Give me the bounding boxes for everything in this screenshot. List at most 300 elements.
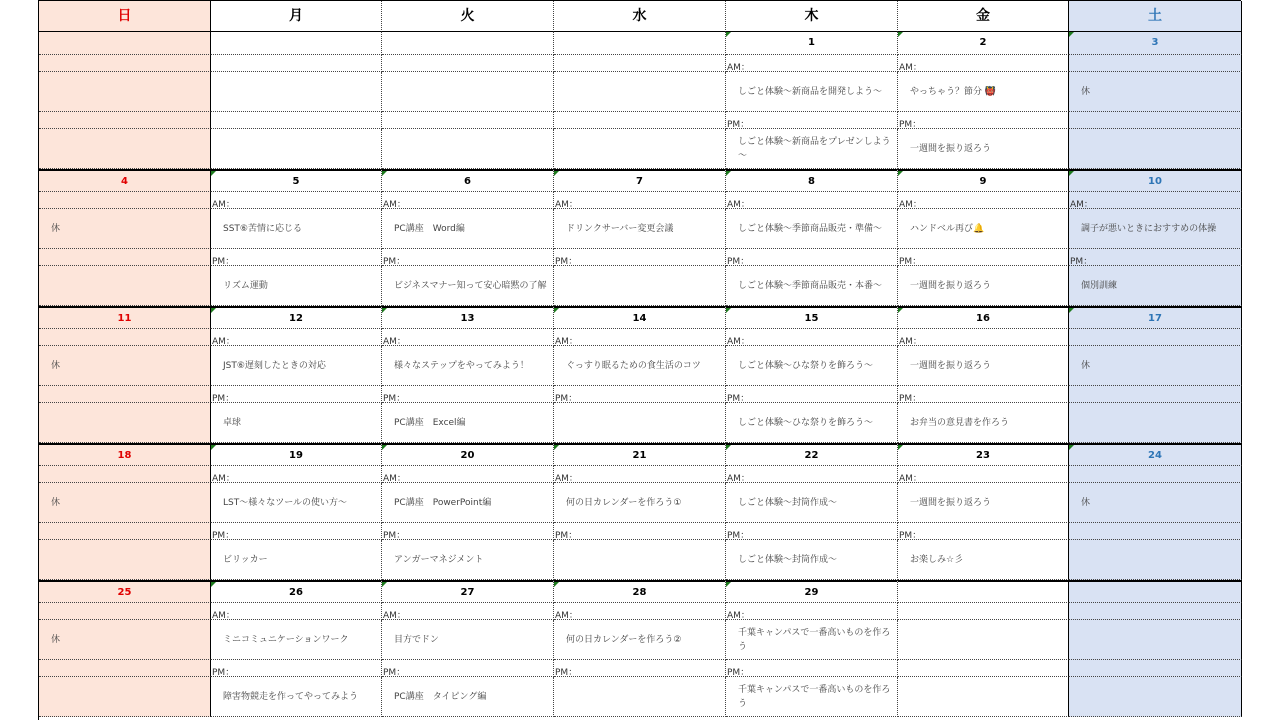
pm-activity-cell[interactable] bbox=[382, 540, 554, 580]
pm-label-cell[interactable] bbox=[39, 249, 211, 266]
am-label: AM： bbox=[899, 474, 922, 483]
pm-activity-cell[interactable] bbox=[39, 403, 211, 443]
pm-label-cell[interactable] bbox=[1069, 386, 1242, 403]
am-activity-cell[interactable] bbox=[39, 483, 211, 523]
pm-label-cell[interactable] bbox=[39, 523, 211, 540]
am-activity-cell[interactable] bbox=[382, 620, 554, 660]
am-activity-cell[interactable] bbox=[382, 209, 554, 249]
pm-activity bbox=[554, 677, 725, 716]
am-label: AM： bbox=[727, 200, 750, 209]
day-number-cell[interactable]: 10 bbox=[1069, 169, 1242, 192]
am-label: AM： bbox=[383, 200, 406, 209]
pm-activity: ビリッカー bbox=[223, 554, 268, 565]
pm-activity-cell[interactable] bbox=[1069, 540, 1242, 580]
comment-marker-icon bbox=[382, 445, 387, 450]
pm-label-cell[interactable] bbox=[1069, 523, 1242, 540]
pm-activity-cell[interactable] bbox=[382, 266, 554, 306]
comment-marker-icon bbox=[1069, 32, 1074, 37]
am-activity: 調子が悪いときにおすすめの体操 bbox=[1081, 223, 1217, 234]
pm-label-cell[interactable] bbox=[39, 386, 211, 403]
am-label-cell[interactable] bbox=[726, 329, 898, 346]
comment-marker-icon bbox=[211, 582, 216, 587]
am-activity: SST⑥苦情に応じる bbox=[223, 223, 302, 234]
am-activity: ドリンクサーバー変更会議 bbox=[566, 223, 674, 234]
am-activity: JST⑥遅刻したときの対応 bbox=[223, 360, 326, 371]
pm-label-cell[interactable] bbox=[211, 112, 382, 129]
pm-label: PM： bbox=[212, 531, 235, 540]
day-number-cell[interactable]: 25 bbox=[39, 580, 211, 603]
am-activity-cell[interactable] bbox=[39, 346, 211, 386]
pm-label-cell[interactable] bbox=[1069, 112, 1242, 129]
am-label-cell[interactable] bbox=[382, 603, 554, 620]
am-activity-cell[interactable] bbox=[382, 72, 554, 112]
am-label: AM： bbox=[555, 200, 578, 209]
pm-activity-cell[interactable] bbox=[211, 266, 382, 306]
day-number-cell[interactable] bbox=[554, 32, 726, 55]
comment-marker-icon bbox=[554, 308, 559, 313]
pm-label-cell[interactable] bbox=[554, 112, 726, 129]
comment-marker-icon bbox=[726, 445, 731, 450]
am-activity-cell[interactable] bbox=[1069, 620, 1242, 660]
am-label-cell[interactable] bbox=[39, 329, 211, 346]
day-number-cell[interactable]: 16 bbox=[898, 306, 1069, 329]
day-number-cell[interactable]: 4 bbox=[39, 169, 211, 192]
comment-marker-icon bbox=[211, 171, 216, 176]
comment-marker-icon bbox=[554, 582, 559, 587]
am-label: AM： bbox=[555, 474, 578, 483]
am-activity-cell[interactable] bbox=[726, 483, 898, 523]
day-number-cell[interactable]: 22 bbox=[726, 443, 898, 466]
day-number-cell[interactable]: 28 bbox=[554, 580, 726, 603]
pm-activity-cell[interactable] bbox=[554, 129, 726, 169]
pm-label: PM： bbox=[383, 531, 406, 540]
comment-marker-icon bbox=[382, 308, 387, 313]
am-activity-cell[interactable] bbox=[382, 483, 554, 523]
pm-activity: お楽しみ☆彡 bbox=[910, 554, 964, 565]
pm-label-cell[interactable] bbox=[382, 660, 554, 677]
am-activity: 何の日カレンダーを作ろう② bbox=[566, 634, 682, 645]
comment-marker-icon bbox=[898, 32, 903, 37]
pm-activity-cell[interactable] bbox=[726, 540, 898, 580]
pm-activity-cell[interactable] bbox=[554, 403, 726, 443]
am-activity: PC講座 PowerPoint編 bbox=[394, 497, 492, 508]
comment-marker-icon bbox=[898, 171, 903, 176]
day-number-cell[interactable]: 6 bbox=[382, 169, 554, 192]
am-activity: 一週間を振り返ろう bbox=[910, 497, 992, 508]
comment-marker-icon bbox=[554, 171, 559, 176]
am-label-cell[interactable] bbox=[211, 192, 382, 209]
am-activity: 休 bbox=[51, 497, 61, 508]
pm-activity bbox=[211, 129, 381, 168]
am-activity: 目方でドン bbox=[394, 634, 439, 645]
day-number-cell[interactable] bbox=[211, 32, 382, 55]
am-activity-cell[interactable] bbox=[726, 72, 898, 112]
pm-activity-cell[interactable] bbox=[898, 403, 1069, 443]
pm-label: PM： bbox=[555, 668, 578, 677]
pm-label-cell[interactable] bbox=[898, 523, 1069, 540]
day-number-cell[interactable] bbox=[898, 580, 1069, 603]
day-number-cell[interactable] bbox=[39, 32, 211, 55]
am-activity-cell[interactable] bbox=[211, 209, 382, 249]
pm-label: PM： bbox=[212, 257, 235, 266]
pm-activity-cell[interactable] bbox=[39, 677, 211, 717]
am-label: AM： bbox=[383, 611, 406, 620]
am-activity: しごと体験～新商品を開発しよう～ bbox=[738, 86, 883, 97]
am-activity: PC講座 Word編 bbox=[394, 223, 465, 234]
am-label-cell[interactable] bbox=[39, 466, 211, 483]
am-activity: 休 bbox=[51, 360, 61, 371]
pm-activity-cell[interactable] bbox=[1069, 403, 1242, 443]
pm-label-cell[interactable] bbox=[39, 660, 211, 677]
am-activity-cell[interactable] bbox=[554, 620, 726, 660]
pm-activity: 卓球 bbox=[223, 417, 242, 428]
am-activity-cell[interactable] bbox=[39, 620, 211, 660]
am-label-cell[interactable] bbox=[211, 329, 382, 346]
day-number-cell[interactable]: 29 bbox=[726, 580, 898, 603]
pm-activity bbox=[1069, 129, 1241, 168]
am-label: AM： bbox=[899, 63, 922, 72]
am-label: AM： bbox=[555, 337, 578, 346]
pm-activity-cell[interactable] bbox=[1069, 129, 1242, 169]
pm-activity-cell[interactable] bbox=[726, 266, 898, 306]
pm-label: PM： bbox=[899, 120, 922, 129]
pm-activity bbox=[39, 677, 210, 716]
am-activity bbox=[554, 72, 725, 111]
day-number-cell[interactable]: 27 bbox=[382, 580, 554, 603]
pm-activity: しごと体験～ひな祭りを飾ろう～ bbox=[738, 417, 874, 428]
weekday-header: 月 bbox=[211, 1, 382, 32]
pm-label-cell[interactable] bbox=[898, 660, 1069, 677]
am-label: AM： bbox=[899, 337, 922, 346]
pm-label-cell[interactable] bbox=[382, 249, 554, 266]
pm-label: PM： bbox=[727, 531, 750, 540]
pm-label-cell[interactable] bbox=[554, 523, 726, 540]
pm-activity-cell[interactable] bbox=[898, 129, 1069, 169]
am-label-cell[interactable] bbox=[382, 55, 554, 72]
pm-activity bbox=[898, 677, 1068, 716]
weekday-header: 水 bbox=[554, 1, 726, 32]
comment-marker-icon bbox=[726, 32, 731, 37]
am-label: AM： bbox=[727, 337, 750, 346]
pm-label-cell[interactable] bbox=[898, 112, 1069, 129]
pm-activity bbox=[554, 403, 725, 442]
pm-label-cell[interactable] bbox=[726, 249, 898, 266]
comment-marker-icon bbox=[1069, 171, 1074, 176]
pm-activity-cell[interactable] bbox=[382, 677, 554, 717]
am-label-cell[interactable] bbox=[898, 192, 1069, 209]
am-label-cell[interactable] bbox=[1069, 329, 1242, 346]
day-number-cell[interactable]: 8 bbox=[726, 169, 898, 192]
pm-label: PM： bbox=[383, 257, 406, 266]
pm-label: PM： bbox=[1070, 257, 1093, 266]
pm-label: PM： bbox=[383, 394, 406, 403]
monthly-calendar bbox=[38, 0, 1241, 720]
pm-activity bbox=[554, 540, 725, 579]
am-activity-cell[interactable] bbox=[898, 209, 1069, 249]
pm-activity: しごと体験～季節商品販売・本番～ bbox=[738, 280, 883, 291]
am-label-cell[interactable] bbox=[898, 466, 1069, 483]
pm-activity-cell[interactable] bbox=[898, 266, 1069, 306]
pm-activity-cell[interactable] bbox=[726, 129, 898, 169]
comment-marker-icon bbox=[211, 445, 216, 450]
am-activity: 様々なステップをやってみよう！ bbox=[394, 360, 529, 371]
day-number-cell[interactable]: 24 bbox=[1069, 443, 1242, 466]
pm-label-cell[interactable] bbox=[726, 660, 898, 677]
pm-activity-cell[interactable] bbox=[382, 403, 554, 443]
comment-marker-icon bbox=[382, 171, 387, 176]
am-activity-cell[interactable] bbox=[726, 346, 898, 386]
am-activity-cell[interactable] bbox=[554, 483, 726, 523]
pm-label: PM： bbox=[727, 120, 750, 129]
am-label-cell[interactable] bbox=[554, 192, 726, 209]
pm-label-cell[interactable] bbox=[211, 249, 382, 266]
pm-label-cell[interactable] bbox=[382, 112, 554, 129]
day-number-cell[interactable]: 5 bbox=[211, 169, 382, 192]
pm-activity bbox=[39, 266, 210, 305]
weekday-header: 火 bbox=[382, 1, 554, 32]
day-number-cell[interactable]: 21 bbox=[554, 443, 726, 466]
am-activity-cell[interactable] bbox=[1069, 346, 1242, 386]
am-label-cell[interactable] bbox=[382, 466, 554, 483]
am-label-cell[interactable] bbox=[726, 192, 898, 209]
pm-activity-cell[interactable] bbox=[39, 266, 211, 306]
pm-activity-cell[interactable] bbox=[554, 266, 726, 306]
am-activity-cell[interactable] bbox=[39, 209, 211, 249]
am-activity-cell[interactable] bbox=[382, 346, 554, 386]
am-activity: やっちゃう？節分 👹 bbox=[910, 86, 997, 97]
pm-label-cell[interactable] bbox=[382, 386, 554, 403]
am-activity: 一週間を振り返ろう bbox=[910, 360, 992, 371]
pm-activity: お弁当の意見書を作ろう bbox=[910, 417, 1010, 428]
pm-activity-cell[interactable] bbox=[726, 677, 898, 717]
am-label-cell[interactable] bbox=[1069, 466, 1242, 483]
pm-activity-cell[interactable] bbox=[898, 677, 1069, 717]
pm-label: PM： bbox=[383, 668, 406, 677]
pm-label-cell[interactable] bbox=[554, 660, 726, 677]
am-label-cell[interactable] bbox=[382, 329, 554, 346]
am-label-cell[interactable] bbox=[898, 603, 1069, 620]
comment-marker-icon bbox=[898, 445, 903, 450]
pm-activity: 障害物競走を作ってやってみよう bbox=[223, 691, 359, 702]
pm-label-cell[interactable] bbox=[726, 386, 898, 403]
am-label: AM： bbox=[1070, 200, 1093, 209]
am-activity: 休 bbox=[51, 634, 61, 645]
am-activity: ぐっすり眠るための食生活のコツ bbox=[566, 360, 701, 371]
pm-activity bbox=[39, 540, 210, 579]
pm-label: PM： bbox=[899, 531, 922, 540]
am-label-cell[interactable] bbox=[898, 329, 1069, 346]
am-activity-cell[interactable] bbox=[726, 209, 898, 249]
am-activity bbox=[39, 72, 210, 111]
am-activity-cell[interactable] bbox=[726, 620, 898, 660]
comment-marker-icon bbox=[726, 171, 731, 176]
am-label-cell[interactable] bbox=[1069, 603, 1242, 620]
am-activity-cell[interactable] bbox=[898, 483, 1069, 523]
pm-label: PM： bbox=[727, 668, 750, 677]
pm-label-cell[interactable] bbox=[726, 112, 898, 129]
pm-label-cell[interactable] bbox=[554, 249, 726, 266]
day-number-cell[interactable]: 12 bbox=[211, 306, 382, 329]
day-number-cell[interactable]: 19 bbox=[211, 443, 382, 466]
am-activity-cell[interactable] bbox=[1069, 209, 1242, 249]
am-label-cell[interactable] bbox=[39, 192, 211, 209]
comment-marker-icon bbox=[1069, 308, 1074, 313]
am-activity bbox=[382, 72, 553, 111]
day-number-cell[interactable]: 18 bbox=[39, 443, 211, 466]
am-label-cell[interactable] bbox=[39, 603, 211, 620]
pm-activity-cell[interactable] bbox=[211, 129, 382, 169]
am-activity-cell[interactable] bbox=[554, 72, 726, 112]
am-activity-cell[interactable] bbox=[554, 346, 726, 386]
am-activity bbox=[898, 620, 1068, 659]
pm-activity: PC講座 タイピング編 bbox=[394, 691, 487, 702]
pm-activity bbox=[39, 403, 210, 442]
am-label-cell[interactable] bbox=[726, 466, 898, 483]
pm-label-cell[interactable] bbox=[211, 386, 382, 403]
pm-activity: PC講座 Excel編 bbox=[394, 417, 466, 428]
pm-label-cell[interactable] bbox=[554, 386, 726, 403]
am-activity-cell[interactable] bbox=[1069, 72, 1242, 112]
comment-marker-icon bbox=[726, 308, 731, 313]
pm-label: PM： bbox=[555, 394, 578, 403]
pm-activity bbox=[39, 129, 210, 168]
am-label-cell[interactable] bbox=[1069, 192, 1242, 209]
am-activity bbox=[1069, 620, 1241, 659]
am-activity-cell[interactable] bbox=[211, 620, 382, 660]
pm-activity-cell[interactable] bbox=[382, 129, 554, 169]
am-activity-cell[interactable] bbox=[211, 346, 382, 386]
day-number-cell[interactable]: 23 bbox=[898, 443, 1069, 466]
pm-activity-cell[interactable] bbox=[211, 677, 382, 717]
pm-activity-cell[interactable] bbox=[726, 403, 898, 443]
am-label-cell[interactable] bbox=[382, 192, 554, 209]
pm-label: PM： bbox=[212, 668, 235, 677]
pm-activity-cell[interactable] bbox=[554, 540, 726, 580]
day-number-cell[interactable]: 2 bbox=[898, 32, 1069, 55]
pm-label-cell[interactable] bbox=[1069, 660, 1242, 677]
pm-activity-cell[interactable] bbox=[898, 540, 1069, 580]
am-activity-cell[interactable] bbox=[39, 72, 211, 112]
am-activity: 休 bbox=[1081, 497, 1091, 508]
am-activity: 休 bbox=[51, 223, 61, 234]
am-activity-cell[interactable] bbox=[211, 72, 382, 112]
am-activity: 休 bbox=[1081, 86, 1091, 97]
pm-label-cell[interactable] bbox=[898, 386, 1069, 403]
am-label-cell[interactable] bbox=[39, 55, 211, 72]
pm-activity: しごと体験～封筒作成～ bbox=[738, 554, 838, 565]
pm-label-cell[interactable] bbox=[726, 523, 898, 540]
am-activity: 何の日カレンダーを作ろう① bbox=[566, 497, 682, 508]
am-label: AM： bbox=[899, 200, 922, 209]
pm-activity: ビジネスマナー知って安心暗黙の了解 bbox=[394, 280, 547, 291]
day-number-cell[interactable]: 13 bbox=[382, 306, 554, 329]
pm-activity-cell[interactable] bbox=[211, 540, 382, 580]
day-number-cell[interactable]: 20 bbox=[382, 443, 554, 466]
am-label-cell[interactable] bbox=[726, 603, 898, 620]
am-label-cell[interactable] bbox=[554, 55, 726, 72]
am-label: AM： bbox=[212, 611, 235, 620]
am-label-cell[interactable] bbox=[211, 466, 382, 483]
pm-activity bbox=[382, 129, 553, 168]
pm-activity-cell[interactable] bbox=[1069, 266, 1242, 306]
am-label: AM： bbox=[212, 337, 235, 346]
day-number-cell[interactable] bbox=[382, 32, 554, 55]
day-number-cell[interactable]: 7 bbox=[554, 169, 726, 192]
pm-activity: 一週間を振り返ろう bbox=[910, 280, 992, 291]
pm-label-cell[interactable] bbox=[382, 523, 554, 540]
am-label: AM： bbox=[555, 611, 578, 620]
pm-label: PM： bbox=[899, 394, 922, 403]
pm-label-cell[interactable] bbox=[211, 523, 382, 540]
pm-label-cell[interactable] bbox=[39, 112, 211, 129]
day-number-cell[interactable]: 26 bbox=[211, 580, 382, 603]
am-label-cell[interactable] bbox=[726, 55, 898, 72]
am-activity-cell[interactable] bbox=[1069, 483, 1242, 523]
am-label-cell[interactable] bbox=[554, 466, 726, 483]
am-label-cell[interactable] bbox=[211, 603, 382, 620]
am-label-cell[interactable] bbox=[1069, 55, 1242, 72]
am-label: AM： bbox=[383, 474, 406, 483]
pm-activity-cell[interactable] bbox=[39, 129, 211, 169]
weekday-header: 日 bbox=[39, 1, 211, 32]
am-activity: しごと体験～封筒作成～ bbox=[738, 497, 838, 508]
pm-label: PM： bbox=[899, 257, 922, 266]
am-label: AM： bbox=[727, 474, 750, 483]
pm-label-cell[interactable] bbox=[211, 660, 382, 677]
comment-marker-icon bbox=[898, 308, 903, 313]
pm-activity-cell[interactable] bbox=[554, 677, 726, 717]
pm-activity-cell[interactable] bbox=[211, 403, 382, 443]
comment-marker-icon bbox=[382, 582, 387, 587]
am-activity-cell[interactable] bbox=[554, 209, 726, 249]
day-number-cell[interactable]: 3 bbox=[1069, 32, 1242, 55]
am-activity: 休 bbox=[1081, 360, 1091, 371]
pm-activity-cell[interactable] bbox=[39, 540, 211, 580]
day-number-cell[interactable]: 17 bbox=[1069, 306, 1242, 329]
pm-activity bbox=[554, 266, 725, 305]
am-label: AM： bbox=[727, 63, 750, 72]
weekday-header: 土 bbox=[1069, 1, 1242, 32]
pm-activity bbox=[1069, 540, 1241, 579]
am-activity-cell[interactable] bbox=[211, 483, 382, 523]
am-activity-cell[interactable] bbox=[898, 72, 1069, 112]
day-number-cell[interactable]: 1 bbox=[726, 32, 898, 55]
pm-activity-cell[interactable] bbox=[1069, 677, 1242, 717]
am-label-cell[interactable] bbox=[554, 329, 726, 346]
weekday-header: 金 bbox=[898, 1, 1069, 32]
pm-activity: 一週間を振り返ろう bbox=[910, 143, 992, 154]
pm-activity: 千葉キャンパスで一番高いものを作ろう bbox=[738, 684, 891, 709]
am-label-cell[interactable] bbox=[898, 55, 1069, 72]
am-label-cell[interactable] bbox=[554, 603, 726, 620]
am-activity bbox=[211, 72, 381, 111]
am-activity-cell[interactable] bbox=[898, 620, 1069, 660]
comment-marker-icon bbox=[554, 445, 559, 450]
pm-activity: しごと体験～新商品をプレゼンしよう～ bbox=[738, 136, 891, 161]
pm-label: PM： bbox=[212, 394, 235, 403]
pm-label-cell[interactable] bbox=[1069, 249, 1242, 266]
pm-label-cell[interactable] bbox=[898, 249, 1069, 266]
day-number-cell[interactable]: 11 bbox=[39, 306, 211, 329]
day-number-cell[interactable]: 15 bbox=[726, 306, 898, 329]
day-number-cell[interactable]: 14 bbox=[554, 306, 726, 329]
am-activity: LST～様々なツールの使い方～ bbox=[223, 497, 348, 508]
pm-label: PM： bbox=[555, 257, 578, 266]
day-number-cell[interactable] bbox=[1069, 580, 1242, 603]
am-activity-cell[interactable] bbox=[898, 346, 1069, 386]
day-number-cell[interactable]: 9 bbox=[898, 169, 1069, 192]
am-label-cell[interactable] bbox=[211, 55, 382, 72]
